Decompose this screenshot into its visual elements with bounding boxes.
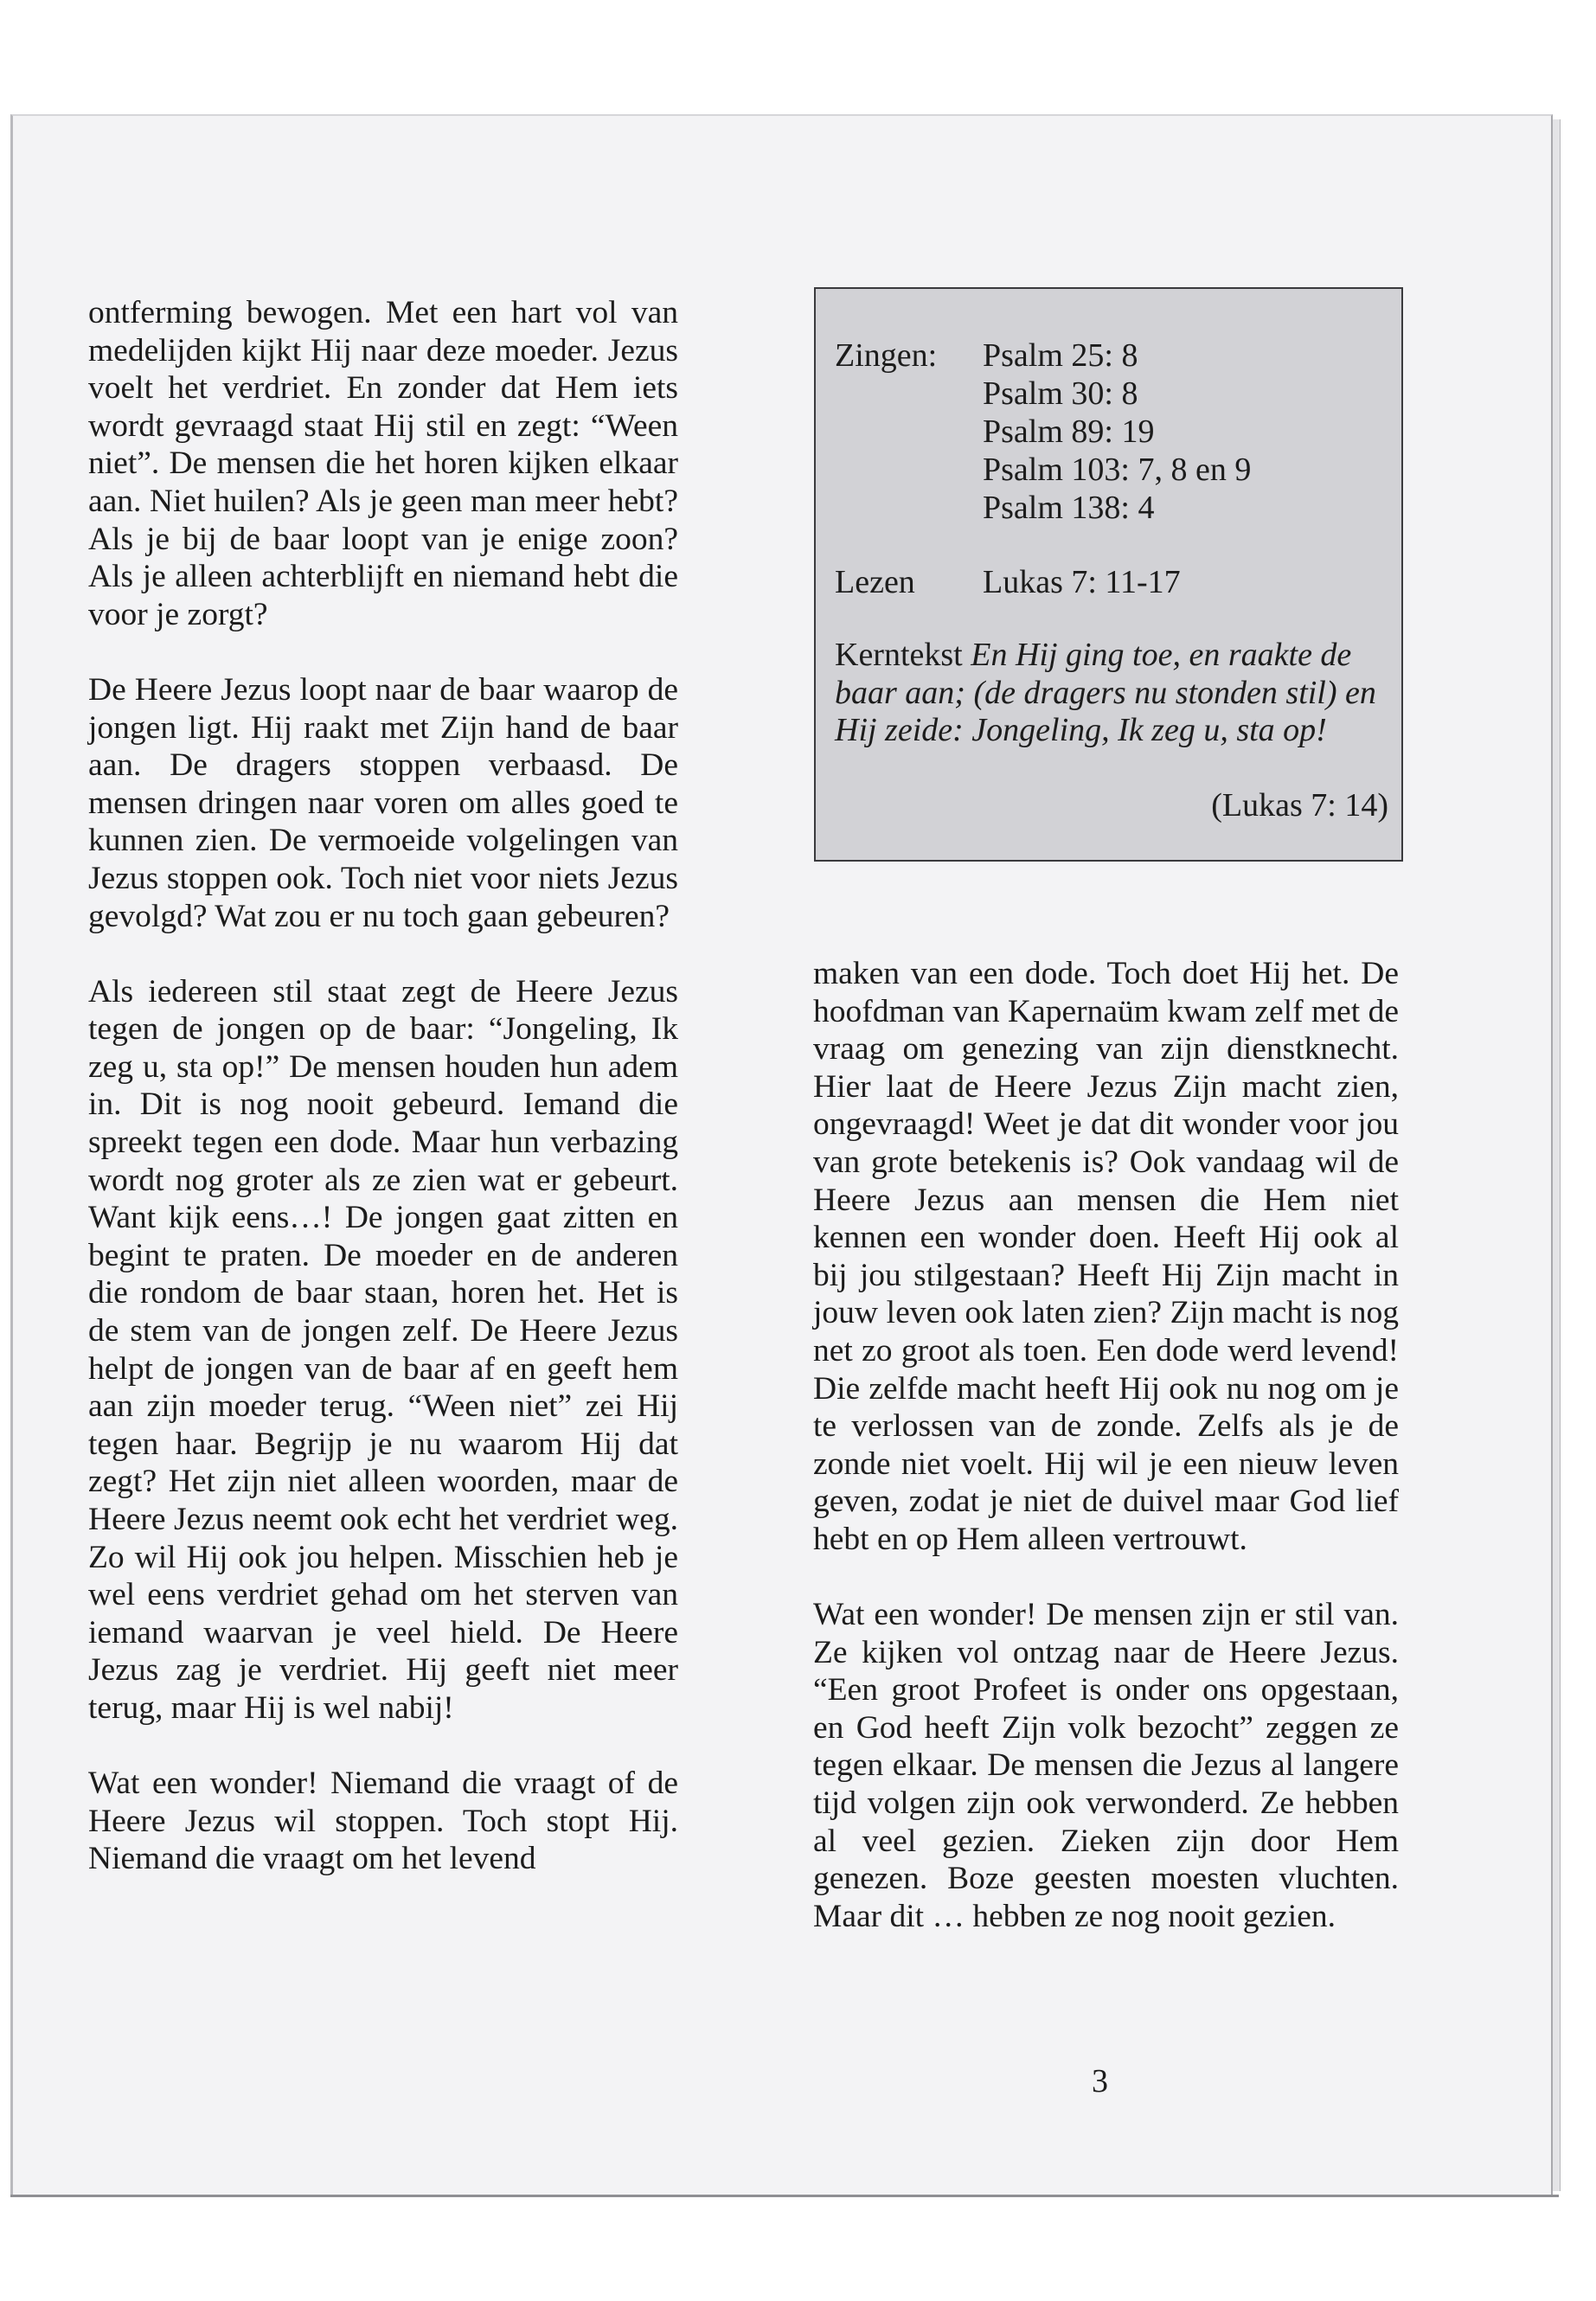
left-text-column [88,294,678,1878]
kerntekst-label: Kerntekst [835,637,963,673]
kerntekst [835,637,1388,750]
psalm-line: Psalm 25: 8 [983,337,1138,374]
paragraph: ontferming bewogen. Met een hart vol van medelijden kijkt Hij naar deze moeder. Jezus voelt het verdriet. En zonder dat Hem iets wordt gevraagd staat Hij stil en zegt: “Ween niet”. De mensen die het horen kijken elkaar aan. Niet huilen? Als je geen man meer hebt? Als je bij de baar loopt van je enige zoon? Als je alleen achterblijft en niemand hebt die voor je zorgt? [88,295,678,632]
right-text-column [813,955,1399,1935]
reading-info-box [814,287,1403,862]
paragraph: Wat een wonder! De mensen zijn er stil van. Ze kijken vol ontzag naar de Heere Jezus. “Een groot Profeet is onder ons opgestaan, en God heeft Zijn volk bezocht” zeggen ze tegen elkaar. De mensen die Jezus al langere tijd volgen zijn ook verwonderd. Ze hebben al veel gezien. Zieken zijn door Hem genezen. Boze geesten moesten vluchten. Maar dit … hebben ze nog nooit gezien. [813,1597,1399,1934]
zingen-label: Zingen: [835,337,938,374]
kerntekst-reference: (Lukas 7: 14) [1211,787,1388,824]
lezen-label: Lezen [835,564,915,600]
psalm-line: Psalm 89: 19 [983,413,1155,450]
kerntekst-text: En Hij ging toe, en raakte de baar aan; (de dragers nu stonden stil) en Hij zeide: Jongeling, Ik zeg u, sta op! [835,637,1376,749]
paragraph: Als iedereen stil staat zegt de Heere Jezus tegen de jongen op de baar: “Jongeling, Ik zeg u, sta op!” De mensen houden hun adem in. Dit is nog nooit gebeurd. Iemand die spreekt tegen een dode. Maar hun verbazing wordt nog groter als ze zien wat er gebeurt. Want kijk eens…! De jongen gaat zitten en begint te praten. De moeder en de anderen die rondom de baar staan, horen het. Het is de stem van de jongen zelf. De Heere Jezus helpt de jongen van de baar af en geeft hem aan zijn moeder terug. “Ween niet” zei Hij tegen haar. Begrijp je nu waarom Hij dat zegt? Het zijn niet alleen woorden, maar de Heere Jezus neemt ook echt het verdriet weg. Zo wil Hij ook jou helpen. Misschien heb je wel eens verdriet gehad om het sterven van iemand waarvan je veel hield. De Heere Jezus zag je verdriet. Hij geeft niet meer terug, maar Hij is wel nabij! [88,973,678,1726]
psalm-line: Psalm 138: 4 [983,490,1155,526]
paragraph: De Heere Jezus loopt naar de baar waarop de jongen ligt. Hij raakt met Zijn hand de baar aan. De dragers stoppen verbaasd. De mensen dringen naar voren om alles goed te kunnen zien. De vermoeide volgelingen van Jezus stoppen ook. Toch niet voor niets Jezus gevolgd? Wat zou er nu toch gaan gebeuren? [88,671,678,934]
psalm-line: Psalm 103: 7, 8 en 9 [983,452,1252,488]
page-bottom-edge [10,2195,1559,2197]
page-number: 3 [1092,2063,1108,2099]
lezen-value: Lukas 7: 11-17 [983,564,1181,600]
paragraph: Wat een wonder! Niemand die vraagt of de Heere Jezus wil stoppen. Toch stopt Hij. Niemand die vraagt om het levend [88,1766,678,1877]
paragraph: maken van een dode. Toch doet Hij het. De hoofdman van Kapernaüm kwam zelf met de vraag om genezing van zijn dienstknecht. Hier laat de Heere Jezus Zijn macht zien, ongevraagd! Weet je dat dit wonder voor jou van grote betekenis is? Ook vandaag wil de Heere Jezus aan mensen die Hem niet kennen een wonder doen. Heeft Hij ook al bij jou stilgestaan? Heeft Hij Zijn macht in jouw leven ook laten zien? Zijn macht is nog net zo groot als toen. Een dode werd levend! Die zelfde macht heeft Hij ook nu nog om je te verlossen van de zonde. Zelfs als je de zonde niet voelt. Hij wil je een nieuw leven geven, zodat je niet de duivel maar God lief hebt en op Hem alleen vertrouwt. [813,956,1399,1557]
psalm-line: Psalm 30: 8 [983,375,1138,412]
page-edge [1553,119,1561,2191]
